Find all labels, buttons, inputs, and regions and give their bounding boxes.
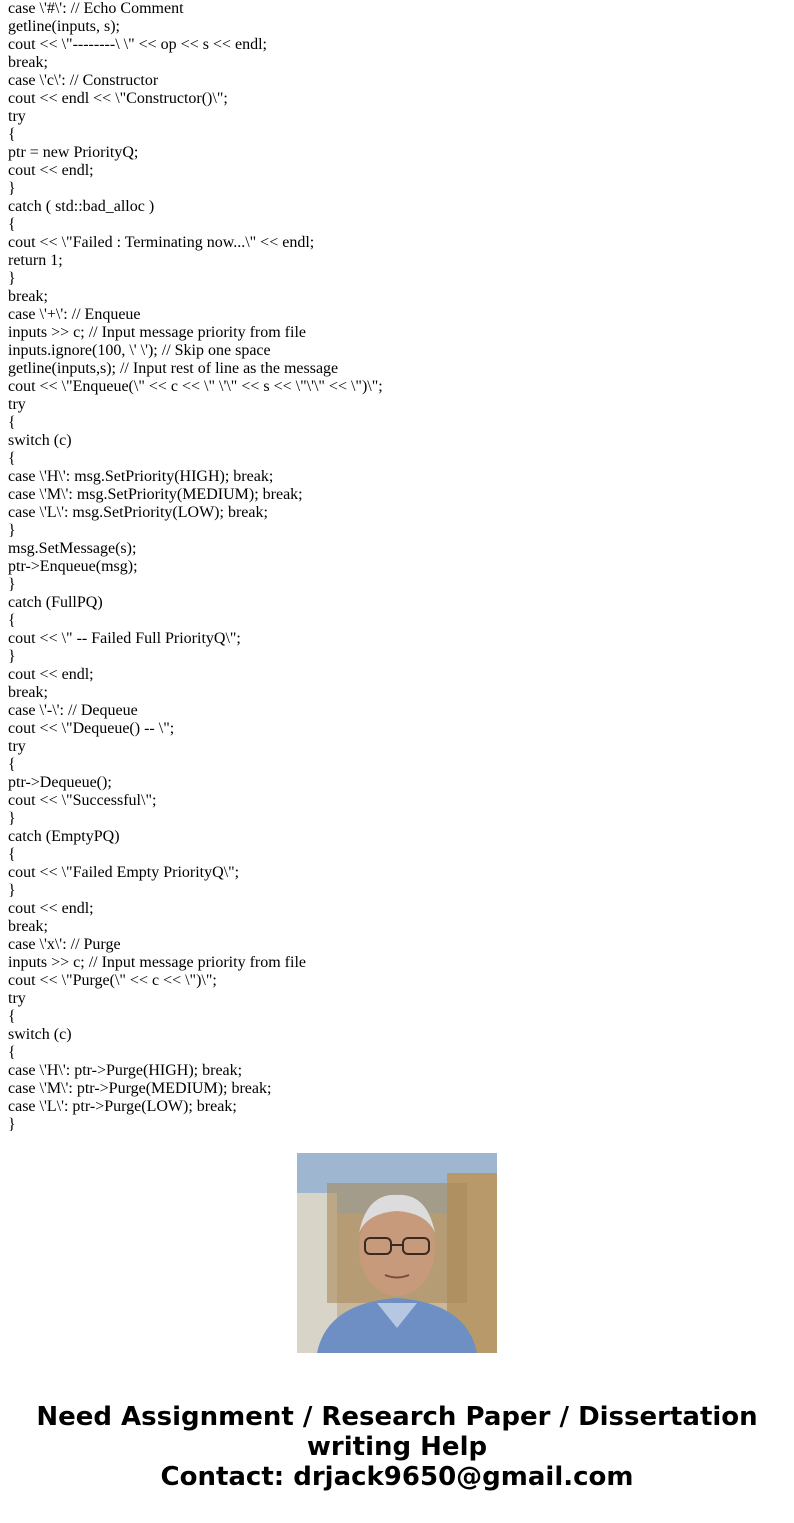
code-line: case \'M\': ptr->Purge(MEDIUM); break;	[8, 1080, 272, 1097]
code-line: ptr = new PriorityQ;	[8, 144, 139, 161]
code-line: {	[8, 216, 16, 233]
code-line: cout << \"Successful\";	[8, 792, 157, 809]
author-avatar	[297, 1153, 497, 1353]
code-line: }	[8, 180, 16, 197]
code-line: try	[8, 108, 26, 125]
code-line: cout << \"Failed Empty PriorityQ\";	[8, 864, 240, 881]
code-line: case \'H\': ptr->Purge(HIGH); break;	[8, 1062, 243, 1079]
code-line: }	[8, 882, 16, 899]
code-line: cout << endl;	[8, 162, 94, 179]
code-line: getline(inputs,s); // Input rest of line as the message	[8, 360, 339, 377]
code-line: {	[8, 846, 16, 863]
code-line: cout << endl << \"Constructor()\";	[8, 90, 228, 107]
code-line: break;	[8, 54, 48, 71]
code-line: cout << endl;	[8, 900, 94, 917]
code-line: cout << \"Dequeue() -- \";	[8, 720, 175, 737]
code-line: try	[8, 396, 26, 413]
code-line: inputs >> c; // Input message priority from file	[8, 954, 306, 971]
code-line: }	[8, 522, 16, 539]
code-line: {	[8, 756, 16, 773]
avatar-portrait-image	[297, 1153, 497, 1353]
code-line: return 1;	[8, 252, 63, 269]
code-line: try	[8, 990, 26, 1007]
code-line: case \'L\': ptr->Purge(LOW); break;	[8, 1098, 237, 1115]
code-line: catch (FullPQ)	[8, 594, 103, 611]
code-line: cout << \" -- Failed Full PriorityQ\";	[8, 630, 241, 647]
code-line: break;	[8, 684, 48, 701]
code-line: switch (c)	[8, 432, 72, 449]
promo-line-2: writing Help	[306, 1432, 488, 1462]
code-line: break;	[8, 918, 48, 935]
code-line: }	[8, 270, 16, 287]
promo-line-3: Contact: drjack9650@gmail.com	[160, 1462, 634, 1492]
promo-line-1: Need Assignment / Research Paper / Dissertation	[36, 1402, 758, 1432]
code-line: cout << \"Enqueue(\" << c << \" \'\" << s << \"\'\" << \")\";	[8, 378, 383, 395]
code-line: {	[8, 414, 16, 431]
code-line: case \'H\': msg.SetPriority(HIGH); break;	[8, 468, 274, 485]
code-line: case \'M\': msg.SetPriority(MEDIUM); break;	[8, 486, 303, 503]
code-line: }	[8, 1116, 16, 1133]
code-line: msg.SetMessage(s);	[8, 540, 137, 557]
code-line: }	[8, 810, 16, 827]
code-line: case \'+\': // Enqueue	[8, 306, 141, 323]
code-line: catch (EmptyPQ)	[8, 828, 120, 845]
code-line: catch ( std::bad_alloc )	[8, 198, 155, 215]
code-line: {	[8, 612, 16, 629]
code-line: break;	[8, 288, 48, 305]
code-line: case \'-\': // Dequeue	[8, 702, 138, 719]
code-line: case \'c\': // Constructor	[8, 72, 159, 89]
code-line: {	[8, 126, 16, 143]
code-line: cout << endl;	[8, 666, 94, 683]
promo-banner	[0, 1402, 794, 1492]
code-line: try	[8, 738, 26, 755]
code-line: case \'#\': // Echo Comment	[8, 0, 184, 17]
code-line: {	[8, 1008, 16, 1025]
code-line: }	[8, 576, 16, 593]
code-listing	[8, 0, 788, 1133]
code-line: inputs >> c; // Input message priority from file	[8, 324, 306, 341]
code-line: {	[8, 1044, 16, 1061]
code-line: ptr->Enqueue(msg);	[8, 558, 138, 575]
code-line: cout << \"Failed : Terminating now...\" << endl;	[8, 234, 315, 251]
code-line: case \'x\': // Purge	[8, 936, 121, 953]
code-line: switch (c)	[8, 1026, 72, 1043]
code-line: cout << \"--------\ \" << op << s << endl;	[8, 36, 267, 53]
code-line: ptr->Dequeue();	[8, 774, 112, 791]
code-line: getline(inputs, s);	[8, 18, 120, 35]
code-line: }	[8, 648, 16, 665]
code-line: case \'L\': msg.SetPriority(LOW); break;	[8, 504, 268, 521]
code-line: inputs.ignore(100, \' \'); // Skip one space	[8, 342, 271, 359]
code-line: cout << \"Purge(\" << c << \")\";	[8, 972, 217, 989]
code-line: {	[8, 450, 16, 467]
